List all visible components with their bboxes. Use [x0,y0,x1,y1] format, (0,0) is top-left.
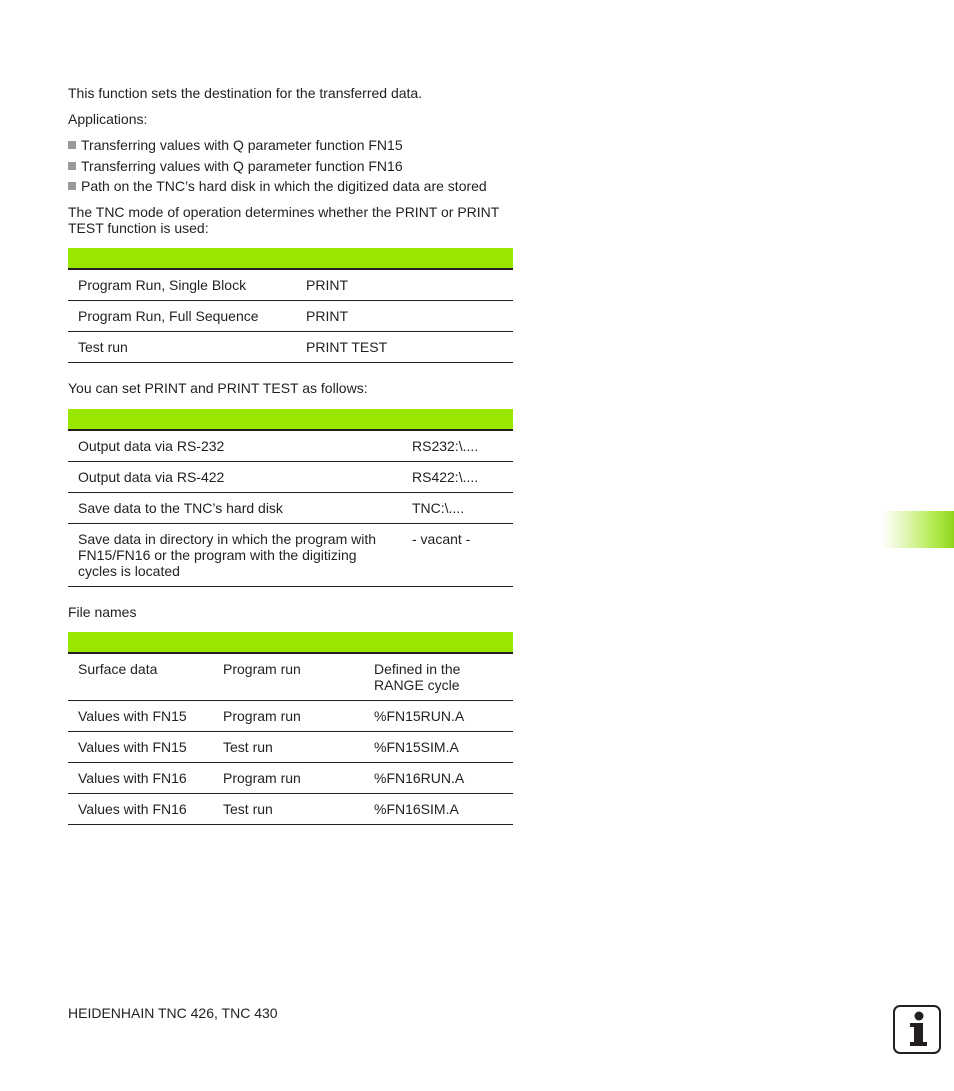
table-cell: Program run [213,701,364,732]
square-bullet-icon [68,141,76,149]
table-header-cell [364,632,513,653]
table-cell: PRINT [296,301,513,332]
table-cell: TNC:\.... [402,493,513,524]
table-cell: Program Run, Single Block [68,269,296,301]
table-row [68,430,513,462]
table-row [68,332,513,363]
list-item-text: Transferring values with Q parameter function FN15 [81,137,403,153]
destination-table [68,409,513,587]
table-cell: Values with FN16 [68,794,213,825]
list-item-text: Transferring values with Q parameter function FN16 [81,157,403,174]
table-cell: Program run [213,653,364,701]
table-cell: Program run [213,763,364,794]
list-item [68,137,513,153]
table-header-cell [68,632,213,653]
table-cell: %FN15SIM.A [364,732,513,763]
table-cell: Surface data [68,653,213,701]
table-row [68,493,513,524]
mode-description: The TNC mode of operation determines whether the PRINT or PRINT TEST function is used: [68,204,500,236]
mode-table [68,248,513,363]
table-row [68,462,513,493]
square-bullet-icon [68,182,76,190]
table-cell: Save data in directory in which the program with FN15/FN16 or the program with the digitizing cycles is located [68,524,402,587]
table-cell: Defined in the RANGE cycle [364,653,513,701]
table-cell: Output data via RS-232 [68,430,402,462]
applications-label: Applications: [68,111,148,127]
table-header-cell [402,409,513,430]
table-cell: Values with FN16 [68,763,213,794]
table-cell: Output data via RS-422 [68,462,402,493]
table-cell: %FN15RUN.A [364,701,513,732]
table-header-cell [68,248,296,269]
table-header-row [68,409,513,430]
table-cell: Test run [213,794,364,825]
table-row [68,763,513,794]
table-row [68,701,513,732]
square-bullet-icon [68,162,76,170]
chapter-tab [882,511,954,548]
table-header-cell [296,248,513,269]
table-cell: RS232:\.... [402,430,513,462]
table-header-cell [68,409,402,430]
table-cell: PRINT [296,269,513,301]
table-cell: Test run [68,332,296,363]
set-description: You can set PRINT and PRINT TEST as follows: [68,380,368,396]
table-cell: Test run [213,732,364,763]
table-cell: Save data to the TNC’s hard disk [68,493,402,524]
intro-text: This function sets the destination for the transferred data. [68,85,423,101]
table-row [68,794,513,825]
table-row [68,732,513,763]
applications-list [68,137,513,194]
table-cell: Values with FN15 [68,732,213,763]
table-header-row [68,248,513,269]
info-icon [893,1005,941,1054]
table-header-row [68,632,513,653]
table-row [68,653,513,701]
table-cell: Program Run, Full Sequence [68,301,296,332]
table-header-cell [213,632,364,653]
table-row [68,301,513,332]
page-content [68,85,513,825]
table-cell: Values with FN15 [68,701,213,732]
table-cell: RS422:\.... [402,462,513,493]
table-cell: - vacant - [402,524,513,587]
file-names-label: File names [68,604,137,620]
file-names-table [68,632,513,825]
table-cell: %FN16SIM.A [364,794,513,825]
table-row [68,524,513,587]
table-cell: PRINT TEST [296,332,513,363]
page-footer: HEIDENHAIN TNC 426, TNC 430 [68,1005,278,1021]
table-cell: %FN16RUN.A [364,763,513,794]
list-item-text: Path on the TNC’s hard disk in which the digitized data are stored [81,178,487,194]
list-item [68,158,513,174]
table-row [68,269,513,301]
list-item [68,178,513,194]
